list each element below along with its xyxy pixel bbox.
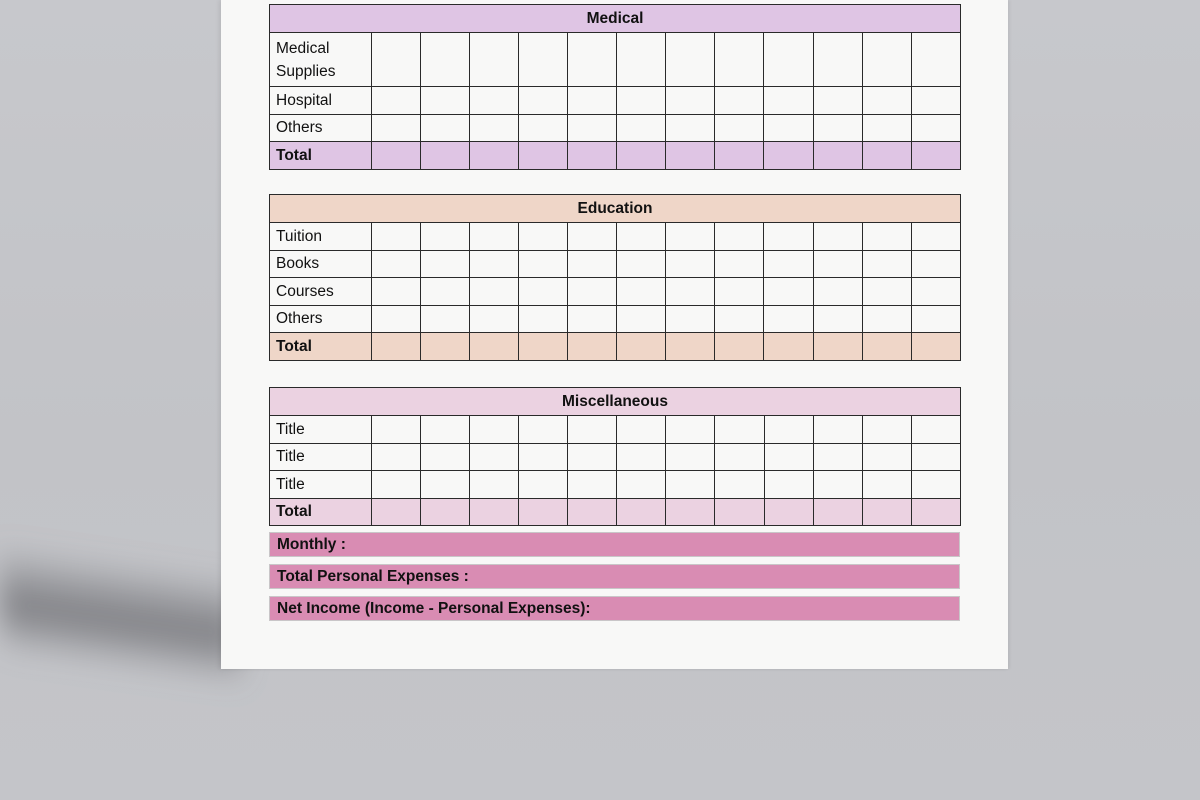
row-label: Tuition — [270, 223, 372, 251]
total-cell[interactable] — [617, 333, 666, 361]
total-cell[interactable] — [568, 498, 617, 526]
entry-cell[interactable] — [470, 416, 519, 444]
entry-cell[interactable] — [911, 471, 960, 499]
entry-cell[interactable] — [911, 443, 960, 471]
total-row — [270, 498, 961, 526]
entry-cell[interactable] — [421, 305, 470, 333]
entry-cell[interactable] — [470, 305, 519, 333]
entry-cell[interactable] — [372, 114, 421, 142]
entry-cell[interactable] — [617, 416, 666, 444]
entry-cell[interactable] — [715, 305, 764, 333]
total-cell[interactable] — [813, 498, 862, 526]
entry-cell[interactable] — [568, 114, 617, 142]
entry-cell[interactable] — [666, 223, 715, 251]
total-cell[interactable] — [519, 142, 568, 170]
total-cell[interactable] — [715, 142, 764, 170]
table-row — [270, 87, 961, 115]
entry-cell[interactable] — [911, 416, 960, 444]
entry-cell[interactable] — [715, 33, 764, 87]
entry-cell[interactable] — [372, 223, 421, 251]
entry-cell[interactable] — [715, 223, 764, 251]
miscellaneous-section-title: Miscellaneous — [270, 388, 961, 416]
entry-cell[interactable] — [813, 33, 862, 87]
entry-cell[interactable] — [568, 223, 617, 251]
miscellaneous-table — [269, 387, 961, 526]
entry-cell[interactable] — [715, 87, 764, 115]
total-cell[interactable] — [372, 142, 421, 170]
table-row — [270, 223, 961, 251]
total-cell[interactable] — [421, 142, 470, 170]
entry-cell[interactable] — [764, 278, 813, 306]
entry-cell[interactable] — [421, 33, 470, 87]
table-row — [270, 33, 961, 87]
total-cell[interactable] — [911, 498, 960, 526]
total-cell[interactable] — [470, 498, 519, 526]
entry-cell[interactable] — [372, 443, 421, 471]
entry-cell[interactable] — [519, 223, 568, 251]
total-cell[interactable] — [617, 142, 666, 170]
entry-cell[interactable] — [666, 471, 715, 499]
entry-cell[interactable] — [911, 278, 960, 306]
entry-cell[interactable] — [470, 471, 519, 499]
entry-cell[interactable] — [666, 250, 715, 278]
entry-cell[interactable] — [813, 278, 862, 306]
medical-table — [269, 4, 961, 170]
table-row — [270, 305, 961, 333]
entry-cell[interactable] — [470, 87, 519, 115]
row-label: Title — [270, 471, 372, 499]
entry-cell[interactable] — [764, 416, 813, 444]
entry-cell[interactable] — [519, 278, 568, 306]
entry-cell[interactable] — [519, 87, 568, 115]
entry-cell[interactable] — [421, 278, 470, 306]
entry-cell[interactable] — [862, 443, 911, 471]
entry-cell[interactable] — [764, 33, 813, 87]
entry-cell[interactable] — [715, 471, 764, 499]
table-row — [270, 471, 961, 499]
total-cell[interactable] — [421, 498, 470, 526]
total-cell[interactable] — [911, 142, 960, 170]
entry-cell[interactable] — [568, 250, 617, 278]
entry-cell[interactable] — [617, 223, 666, 251]
entry-cell[interactable] — [617, 250, 666, 278]
entry-cell[interactable] — [617, 87, 666, 115]
total-cell[interactable] — [666, 498, 715, 526]
entry-cell[interactable] — [764, 443, 813, 471]
entry-cell[interactable] — [470, 250, 519, 278]
entry-cell[interactable] — [813, 223, 862, 251]
entry-cell[interactable] — [372, 33, 421, 87]
entry-cell[interactable] — [911, 114, 960, 142]
row-label: Others — [270, 114, 372, 142]
entry-cell[interactable] — [666, 33, 715, 87]
table-row — [270, 114, 961, 142]
total-cell[interactable] — [470, 333, 519, 361]
education-table — [269, 194, 961, 361]
entry-cell[interactable] — [470, 223, 519, 251]
entry-cell[interactable] — [862, 33, 911, 87]
total-label: Total — [270, 333, 372, 361]
table-row — [270, 443, 961, 471]
entry-cell[interactable] — [862, 250, 911, 278]
entry-cell[interactable] — [764, 471, 813, 499]
entry-cell[interactable] — [911, 305, 960, 333]
entry-cell[interactable] — [764, 250, 813, 278]
entry-cell[interactable] — [715, 250, 764, 278]
entry-cell[interactable] — [519, 33, 568, 87]
entry-cell[interactable] — [666, 416, 715, 444]
entry-cell[interactable] — [911, 250, 960, 278]
total-cell[interactable] — [862, 333, 911, 361]
total-cell[interactable] — [862, 142, 911, 170]
entry-cell[interactable] — [519, 443, 568, 471]
entry-cell[interactable] — [421, 443, 470, 471]
row-label: Courses — [270, 278, 372, 306]
total-cell[interactable] — [519, 333, 568, 361]
entry-cell[interactable] — [911, 223, 960, 251]
entry-cell[interactable] — [813, 443, 862, 471]
entry-cell[interactable] — [813, 114, 862, 142]
medical-section-title: Medical — [270, 5, 961, 33]
total-cell[interactable] — [764, 333, 813, 361]
entry-cell[interactable] — [764, 114, 813, 142]
entry-cell[interactable] — [862, 305, 911, 333]
total-row — [270, 333, 961, 361]
total-cell[interactable] — [715, 498, 764, 526]
entry-cell[interactable] — [421, 471, 470, 499]
net-income-summary[interactable]: Net Income (Income - Personal Expenses): — [269, 596, 960, 621]
entry-cell[interactable] — [519, 114, 568, 142]
row-label: Title — [270, 416, 372, 444]
entry-cell[interactable] — [862, 471, 911, 499]
entry-cell[interactable] — [862, 223, 911, 251]
total-cell[interactable] — [519, 498, 568, 526]
entry-cell[interactable] — [715, 416, 764, 444]
total-cell[interactable] — [470, 142, 519, 170]
entry-cell[interactable] — [813, 305, 862, 333]
entry-cell[interactable] — [568, 443, 617, 471]
total-cell[interactable] — [568, 333, 617, 361]
total-cell[interactable] — [372, 333, 421, 361]
entry-cell[interactable] — [421, 416, 470, 444]
table-row — [270, 278, 961, 306]
row-label: Hospital — [270, 87, 372, 115]
entry-cell[interactable] — [715, 443, 764, 471]
entry-cell[interactable] — [666, 305, 715, 333]
entry-cell[interactable] — [568, 33, 617, 87]
table-row — [270, 250, 961, 278]
total-personal-expenses-summary[interactable]: Total Personal Expenses : — [269, 564, 960, 589]
entry-cell[interactable] — [568, 278, 617, 306]
total-cell[interactable] — [813, 142, 862, 170]
entry-cell[interactable] — [470, 114, 519, 142]
total-cell[interactable] — [862, 498, 911, 526]
budget-sheet — [221, 0, 1008, 669]
education-section-title: Education — [270, 195, 961, 223]
entry-cell[interactable] — [617, 278, 666, 306]
entry-cell[interactable] — [666, 114, 715, 142]
total-cell[interactable] — [568, 142, 617, 170]
entry-cell[interactable] — [617, 305, 666, 333]
row-label: Medical Supplies — [270, 33, 372, 87]
total-label: Total — [270, 142, 372, 170]
total-cell[interactable] — [764, 142, 813, 170]
entry-cell[interactable] — [813, 250, 862, 278]
entry-cell[interactable] — [421, 223, 470, 251]
entry-cell[interactable] — [470, 443, 519, 471]
entry-cell[interactable] — [813, 471, 862, 499]
entry-cell[interactable] — [911, 87, 960, 115]
row-label: Books — [270, 250, 372, 278]
entry-cell[interactable] — [911, 33, 960, 87]
entry-cell[interactable] — [715, 278, 764, 306]
entry-cell[interactable] — [519, 305, 568, 333]
entry-cell[interactable] — [617, 443, 666, 471]
entry-cell[interactable] — [421, 250, 470, 278]
entry-cell[interactable] — [372, 250, 421, 278]
row-label: Title — [270, 443, 372, 471]
entry-cell[interactable] — [862, 416, 911, 444]
entry-cell[interactable] — [666, 87, 715, 115]
total-cell[interactable] — [372, 498, 421, 526]
entry-cell[interactable] — [568, 416, 617, 444]
entry-cell[interactable] — [421, 87, 470, 115]
entry-cell[interactable] — [568, 471, 617, 499]
entry-cell[interactable] — [421, 114, 470, 142]
entry-cell[interactable] — [813, 416, 862, 444]
entry-cell[interactable] — [519, 471, 568, 499]
entry-cell[interactable] — [764, 87, 813, 115]
total-cell[interactable] — [666, 333, 715, 361]
entry-cell[interactable] — [862, 87, 911, 115]
entry-cell[interactable] — [862, 114, 911, 142]
total-cell[interactable] — [666, 142, 715, 170]
entry-cell[interactable] — [372, 87, 421, 115]
total-cell[interactable] — [421, 333, 470, 361]
entry-cell[interactable] — [715, 114, 764, 142]
entry-cell[interactable] — [470, 33, 519, 87]
entry-cell[interactable] — [617, 471, 666, 499]
entry-cell[interactable] — [568, 305, 617, 333]
total-cell[interactable] — [617, 498, 666, 526]
entry-cell[interactable] — [862, 278, 911, 306]
entry-cell[interactable] — [617, 33, 666, 87]
entry-cell[interactable] — [519, 416, 568, 444]
entry-cell[interactable] — [764, 305, 813, 333]
entry-cell[interactable] — [519, 250, 568, 278]
entry-cell[interactable] — [372, 471, 421, 499]
entry-cell[interactable] — [372, 416, 421, 444]
drop-shadow — [0, 543, 240, 687]
total-cell[interactable] — [715, 333, 764, 361]
row-label: Others — [270, 305, 372, 333]
entry-cell[interactable] — [372, 305, 421, 333]
monthly-summary[interactable]: Monthly : — [269, 532, 960, 557]
total-label: Total — [270, 498, 372, 526]
total-cell[interactable] — [911, 333, 960, 361]
entry-cell[interactable] — [470, 278, 519, 306]
entry-cell[interactable] — [764, 223, 813, 251]
total-cell[interactable] — [813, 333, 862, 361]
entry-cell[interactable] — [813, 87, 862, 115]
entry-cell[interactable] — [666, 278, 715, 306]
entry-cell[interactable] — [372, 278, 421, 306]
table-row — [270, 416, 961, 444]
entry-cell[interactable] — [568, 87, 617, 115]
total-cell[interactable] — [764, 498, 813, 526]
entry-cell[interactable] — [666, 443, 715, 471]
entry-cell[interactable] — [617, 114, 666, 142]
total-row — [270, 142, 961, 170]
